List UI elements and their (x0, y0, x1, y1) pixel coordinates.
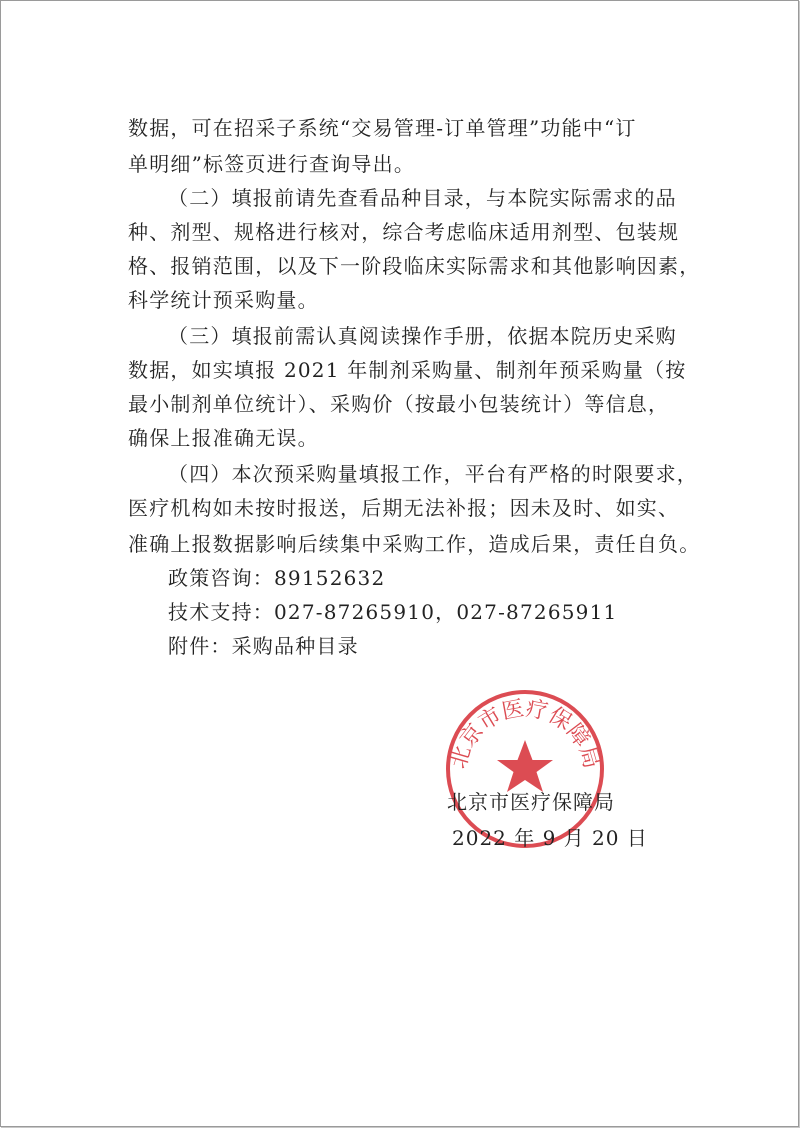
paragraph-line-11: （四）本次预采购量填报工作，平台有严格的时限要求， (168, 462, 698, 486)
paragraph-line-13: 准确上报数据影响后续集中采购工作，造成后果，责任自负。 (128, 532, 701, 556)
policy-contact-line: 政策咨询：89152632 (168, 566, 386, 590)
paragraph-line-4: 种、剂型、规格进行核对，综合考虑临床适用剂型、包装规 (128, 220, 680, 244)
paragraph-line-6: 科学统计预采购量。 (128, 288, 319, 312)
paragraph-line-10: 确保上报准确无误。 (128, 426, 319, 450)
seal-text: 北京市医疗保障局 (446, 696, 604, 772)
tech-support-line: 技术支持：027-87265910，027-87265911 (168, 600, 618, 624)
signature-date: 2022 年 9 月 20 日 (452, 826, 648, 850)
paragraph-line-9: 最小制剂单位统计）、采购价（按最小包装统计）等信息， (128, 392, 670, 416)
paragraph-line-3: （二）填报前请先查看品种目录，与本院实际需求的品 (168, 186, 677, 210)
seal-star-icon (497, 740, 553, 792)
paragraph-line-5: 格、报销范围，以及下一阶段临床实际需求和其他影响因素， (128, 254, 701, 278)
paragraph-line-1: 数据，可在招采子系统“交易管理-订单管理”功能中“订 (128, 116, 637, 140)
paragraph-line-2: 单明细”标签页进行查询导出。 (128, 152, 416, 176)
paragraph-line-8: 数据，如实填报 2021 年制剂采购量、制剂年预采购量（按 (128, 358, 687, 382)
paragraph-line-12: 医疗机构如未按时报送，后期无法补报；因未及时、如实、 (128, 496, 680, 520)
attachment-line: 附件：采购品种目录 (168, 634, 359, 658)
paragraph-line-7: （三）填报前需认真阅读操作手册，依据本院历史采购 (168, 324, 677, 348)
signature-organization: 北京市医疗保障局 (447, 790, 615, 814)
